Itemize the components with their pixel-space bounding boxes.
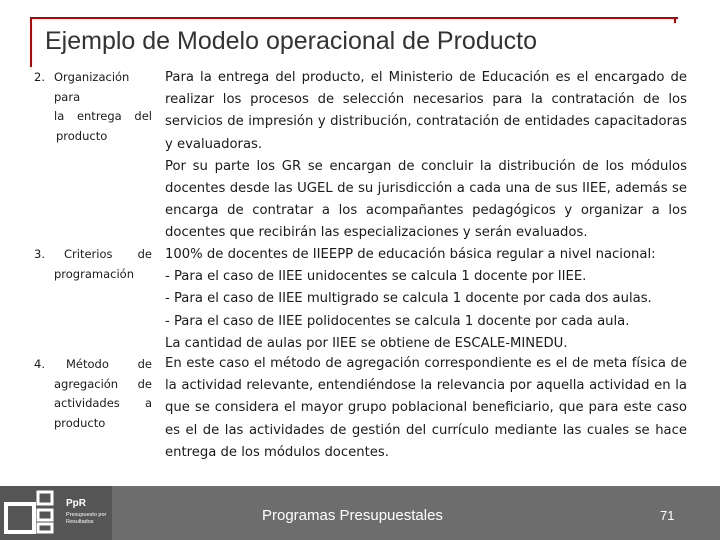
row-label-text (54, 245, 152, 284)
title-frame-tick (674, 17, 676, 23)
row-description (165, 244, 687, 355)
ppr-logo-title: PpR (66, 498, 86, 509)
description-paragraph: Por su parte los GR se encargan de concluir la distribución de los módulos docentes desde las UGEL de su jurisdicción a cada una de sus IIEE, además se encarga de contratar a los acompañantes pedagógicos y organizar a los docentes que recibirán las especializaciones y serán evaluados. (165, 158, 687, 241)
row-label-text (54, 68, 152, 146)
footer-bar (0, 486, 720, 540)
ppr-logo-icon (4, 490, 62, 536)
description-paragraph: En este caso el método de agregación correspondiente es el de meta física de la actividad relevante, entendiéndose la relevancia por aquella actividad en la que se considera el mayor grupo poblacional beneficiario, que para este caso es el de las actividades de gestión del currículo mediante las cuales se hace entrega de los módulos docentes. (165, 356, 687, 460)
label-line: Método de (66, 357, 152, 371)
row-label-text (54, 355, 152, 433)
label-line: producto (56, 128, 108, 143)
label-line: Criterios de (64, 247, 152, 261)
row-description (165, 353, 687, 464)
description-paragraph: - Para el caso de IIEE multigrado se calcula 1 docente por cada dos aulas. (165, 291, 652, 307)
description-paragraph: - Para el caso de IIEE polidocentes se calcula 1 docente por cada aula. (165, 313, 630, 329)
row-number: 4. (34, 357, 45, 371)
ppr-logo (0, 486, 112, 540)
ppr-logo-subtitle: Presupuesto por Resultados (66, 512, 107, 525)
label-line: actividades a (54, 396, 152, 410)
content-table (0, 66, 720, 480)
label-line: Organización para (54, 70, 130, 104)
label-line: agregación de (54, 376, 152, 391)
description-paragraph: La cantidad de aulas por IIEE se obtiene de ESCALE-MINEDU. (165, 335, 568, 351)
row-description (165, 67, 687, 245)
description-paragraph: - Para el caso de IIEE unidocentes se calcula 1 docente por IIEE. (165, 269, 587, 285)
page-number: 71 (660, 508, 675, 523)
label-line: producto (54, 415, 106, 430)
row-number: 3. (34, 247, 45, 261)
description-paragraph: Para la entrega del producto, el Ministerio de Educación es el encargado de realizar los procesos de selección necesarios para la contratación de los servicios de impresión y distribución, contratación de entidades capacitadoras y evaluadoras. (165, 70, 687, 152)
label-line: programación (54, 266, 134, 281)
row-number: 2. (34, 70, 45, 84)
slide-title: Ejemplo de Modelo operacional de Producto (45, 27, 537, 55)
description-paragraph: 100% de docentes de IIEEPP de educación básica regular a nivel nacional: (165, 247, 656, 262)
footer-label: Programas Presupuestales (262, 507, 443, 524)
label-line: la entrega del (54, 109, 152, 123)
